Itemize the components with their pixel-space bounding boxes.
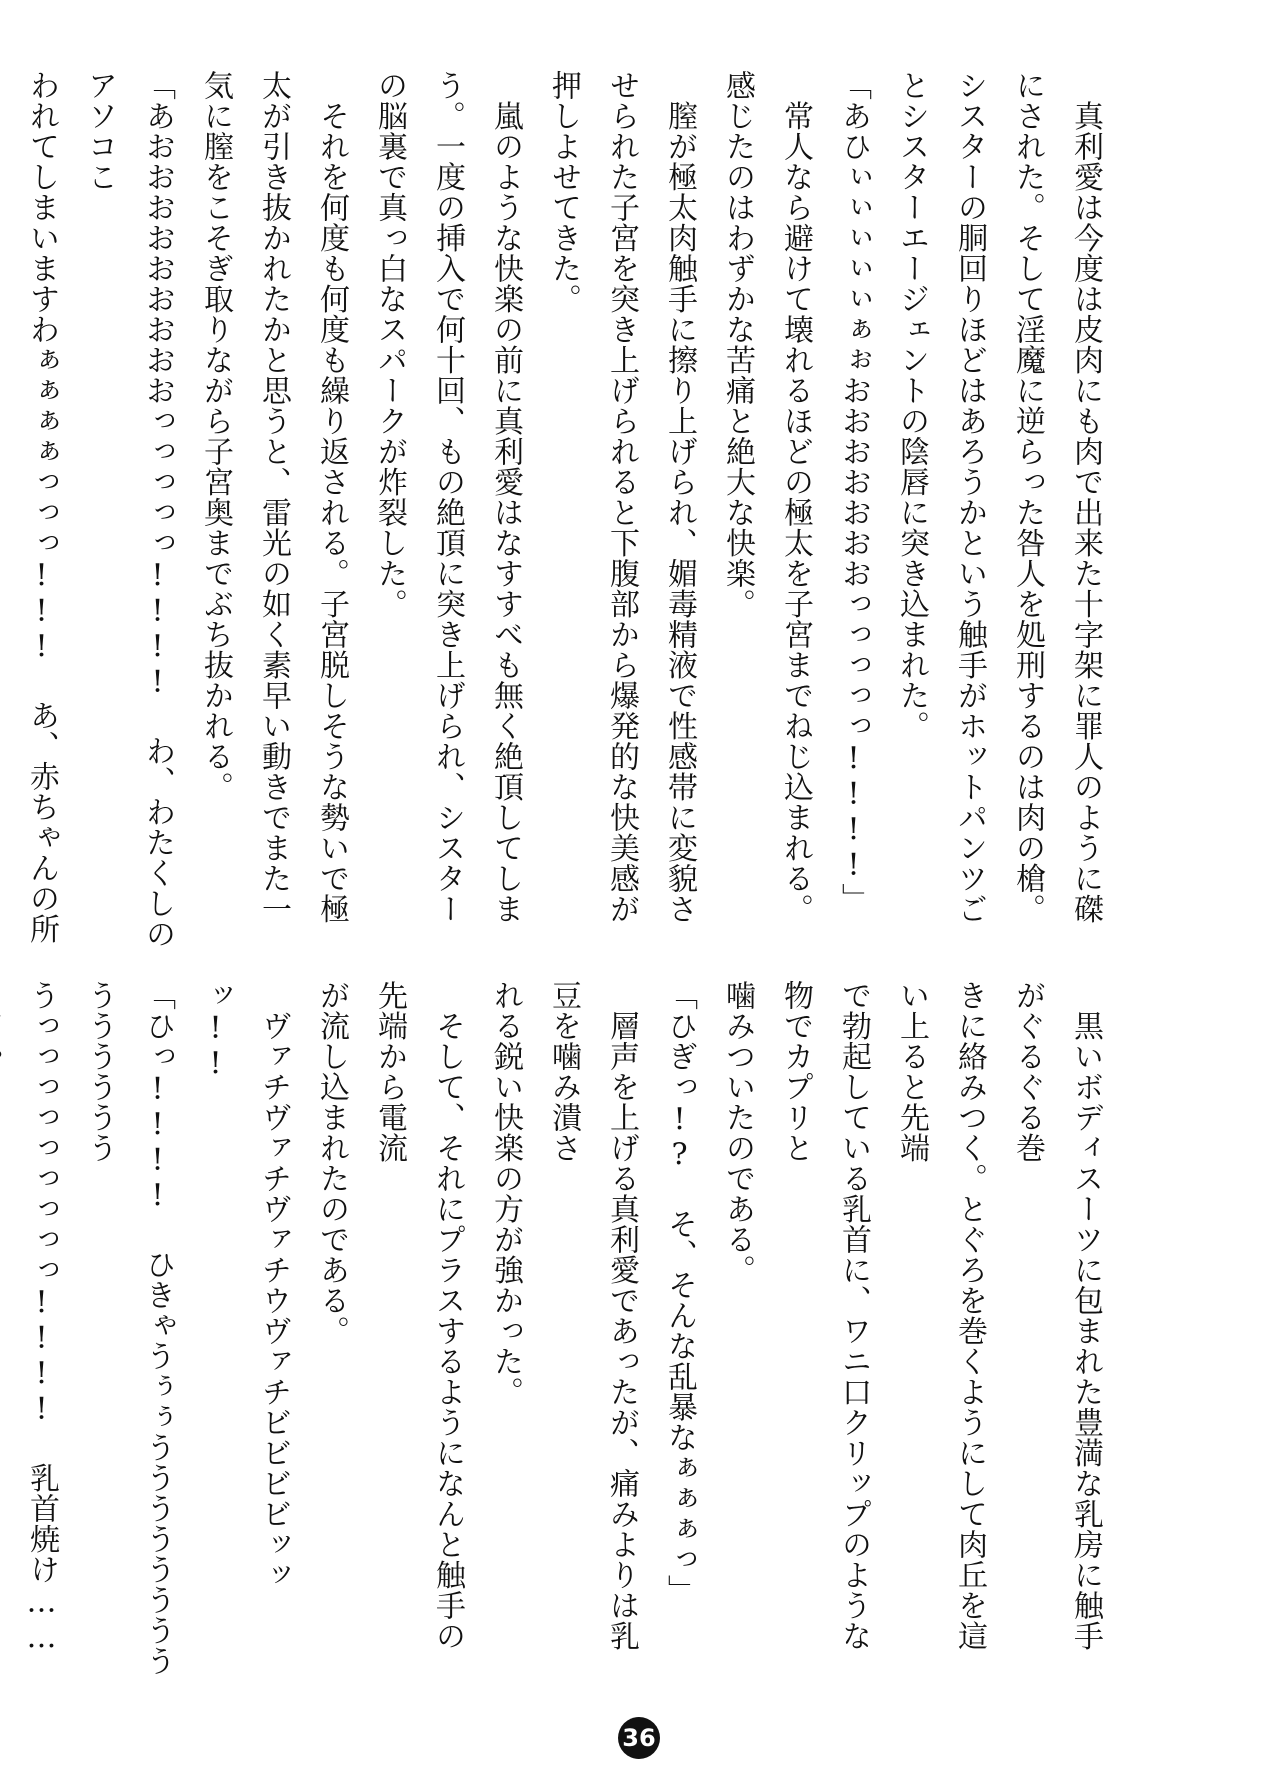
upper-text-block bbox=[24, 70, 1114, 950]
text-line: 常人なら避けて壊れるほどの極太を子宮までねじ込まれる。 bbox=[778, 70, 813, 924]
text-line: 押しよせてきた。 bbox=[546, 70, 581, 314]
text-line: 黒いボディスーツに包まれた豊満な乳房に触手がぐるぐる巻 bbox=[1010, 980, 1103, 1651]
text-line: で勃起している乳首に、ワニ口クリップのような物でカプリと bbox=[778, 980, 871, 1651]
text-line: うっっっっっっっっっ!!!! 乳首焼け…… bbox=[24, 980, 59, 1656]
text-line: とシスターエージェントの陰唇に突き込まれた。 bbox=[894, 70, 929, 741]
text-line: シスターの胴回りほどはあろうかという触手がホットパンツご bbox=[952, 70, 987, 924]
text-line: せられた子宮を突き上げられると下腹部から爆発的な快美感が bbox=[604, 70, 639, 924]
text-line: そして、それにプラスするようになんと触手の先端から電流 bbox=[372, 980, 465, 1651]
text-line: 太が引き抜かれたかと思うと、雷光の如く素早い動きでまた一 bbox=[256, 70, 291, 924]
page-number: 36 bbox=[618, 1717, 660, 1759]
text-line: 層声を上げる真利愛であったが、痛みよりは乳豆を噛み潰さ bbox=[546, 980, 639, 1651]
text-line: れる鋭い快楽の方が強かった。 bbox=[488, 980, 523, 1407]
text-line: それを何度も何度も繰り返される。子宮脱しそうな勢いで極 bbox=[314, 70, 349, 924]
text-line: 「ひぎっ!? そ、そんな乱暴なぁぁぁっ」 bbox=[662, 980, 697, 1605]
text-line: う。一度の挿入で何十回、もの絶頂に突き上げられ、シスター bbox=[430, 70, 465, 924]
text-line: 嵐のような快楽の前に真利愛はなすすべも無く絶頂してしま bbox=[488, 70, 523, 924]
text-line: きに絡みつく。とぐろを巻くようにして肉丘を這い上ると先端 bbox=[894, 980, 987, 1651]
text-line: 気に膣をこそぎ取りながら子宮奥までぶち抜かれる。 bbox=[198, 70, 233, 802]
text-line: ヴァチヴァチヴァチウヴァチビビビビッッッ!! bbox=[198, 980, 291, 1590]
text-line: 感じたのはわずかな苦痛と絶大な快楽。 bbox=[720, 70, 755, 619]
lower-text-block bbox=[24, 980, 1114, 1680]
text-line: が流し込まれたのである。 bbox=[314, 980, 349, 1346]
text-line: 噛みついたのである。 bbox=[720, 980, 755, 1285]
text-line: にされた。そして淫魔に逆らった咎人を処刑するのは肉の槍。 bbox=[1010, 70, 1045, 924]
text-line: われてしまいますわぁぁぁぁっっっ!!! あ、赤ちゃんの所 bbox=[24, 70, 59, 944]
text-line: 真利愛は今度は皮肉にも肉で出来た十字架に罪人のように磔 bbox=[1068, 70, 1103, 924]
text-line: 「あひぃぃぃぃぃぁぉおおおおおおおっっっっっ!!!!」 bbox=[836, 70, 871, 914]
text-line: 「あおおおおおおおおおっっっっっ!!!! わ、わたくしのアソコこ bbox=[82, 70, 175, 949]
text-line: 膣が極太肉触手に擦り上げられ、媚毒精液で性感帯に変貌さ bbox=[662, 70, 697, 924]
text-line: 「ひっ!!!! ひきゃうぅぅうううううううううううううう bbox=[82, 980, 175, 1676]
text-line: の脳裏で真っ白なスパークが炸裂した。 bbox=[372, 70, 407, 619]
